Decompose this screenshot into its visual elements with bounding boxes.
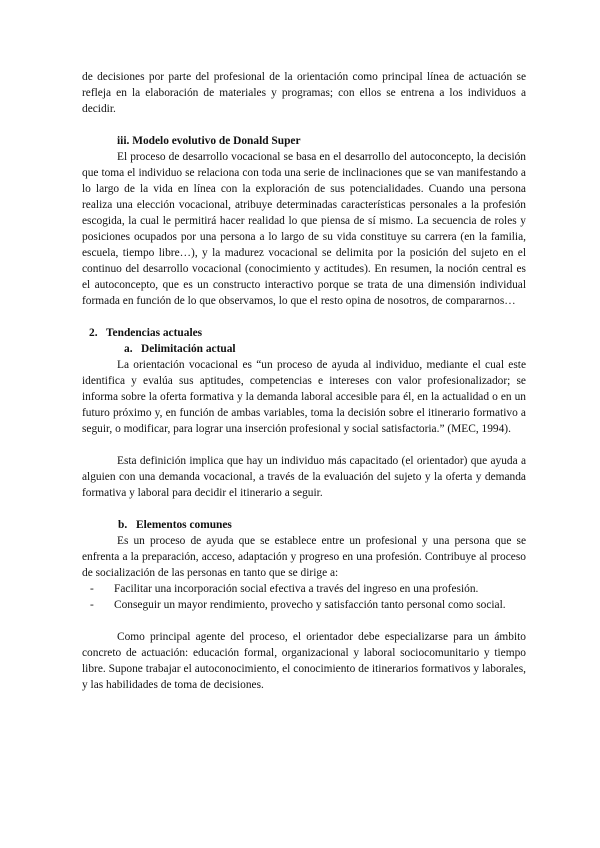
subsection-letter: b.: [118, 519, 128, 531]
heading-modelo-evolutivo: iii. Modelo evolutivo de Donald Super: [117, 135, 301, 147]
definicion-paragraph: Esta definición implica que hay un individuo más capacitado (el orientador) que ayuda a alguien con una demanda vocacional, a través de la evaluación del sujeto y la oferta y demanda formativa y laboral para decidir el itinerario a seguir.: [82, 455, 526, 499]
dash-bullet: -: [90, 599, 94, 611]
list-item: [82, 581, 526, 597]
subsection-title: Elementos comunes: [136, 519, 232, 531]
heading-tendencias-actuales: [82, 325, 526, 341]
heading-delimitacion-actual: [82, 341, 526, 357]
section-title: Tendencias actuales: [106, 327, 203, 339]
dash-bullet: -: [90, 583, 94, 595]
elementos-paragraph: Es un proceso de ayuda que se establece entre un profesional y una persona que se enfrenta a la preparación, acceso, adaptación y progreso en una profesión. Contribuye al proceso de socialización de las personas en tanto que se dirige a:: [82, 535, 526, 579]
section-number: 2.: [89, 327, 98, 339]
list-item-text: Conseguir un mayor rendimiento, provecho y satisfacción tanto personal como social.: [114, 599, 506, 611]
heading-elementos-comunes: [82, 517, 526, 533]
intro-paragraph: de decisiones por parte del profesional de la orientación como principal línea de actuación se refleja en la elaboración de materiales y programas; con ellos se entrena a los individuos a decidir.: [82, 71, 526, 115]
subsection-letter: a.: [124, 343, 133, 355]
objectives-list: [82, 581, 526, 613]
subsection-title: Delimitación actual: [141, 343, 236, 355]
super-paragraph: El proceso de desarrollo vocacional se basa en el desarrollo del autoconcepto, la decisión que toma el individuo se relaciona con toda una serie de inclinaciones que se van manifestando a lo largo de la vida en línea con la exploración de sus potencialidades. Cuando una persona realiza una elección vocacional, atribuye determinadas características personales a la profesión escogida, la cual le permitirá hacer realidad lo que piensa de sí mismo. La secuencia de roles y posiciones ocupados por una persona a lo largo de su vida constituye su carrera (en la familia, escuela, tiempo libre…), y la madurez vocacional se delimita por la posición del sujeto en el continuo del desarrollo vocacional (conocimiento y actitudes). En resumen, la noción central es el autoconcepto, que es un constructo interactivo porque se trata de una dimensión individual formada en función de lo que observamos, lo que el resto opina de nosotros, de compararnos…: [82, 151, 526, 307]
agente-paragraph: Como principal agente del proceso, el orientador debe especializarse para un ámbito concreto de actuación: educación formal, organizacional y laboral sociocomunitario y tiempo libre. Supone trabajar el autoconocimiento, el conocimiento de itinerarios formativos y laborales, y las habilidades de toma de decisiones.: [82, 631, 526, 691]
delimitacion-paragraph: La orientación vocacional es “un proceso de ayuda al individuo, mediante el cual este identifica y evalúa sus aptitudes, competencias e intereses con valor profesionalizador; se informa sobre la oferta formativa y la demanda laboral accesible para él, en la actualidad o en un futuro próximo y, en función de ambas variables, toma la decisión sobre el itinerario formativo a seguir, o modificar, para lograr una inserción profesional y social satisfactoria.” (MEC, 1994).: [82, 359, 526, 435]
list-item: [82, 597, 526, 613]
document-body: [82, 69, 526, 693]
list-item-text: Facilitar una incorporación social efectiva a través del ingreso en una profesión.: [114, 583, 479, 595]
